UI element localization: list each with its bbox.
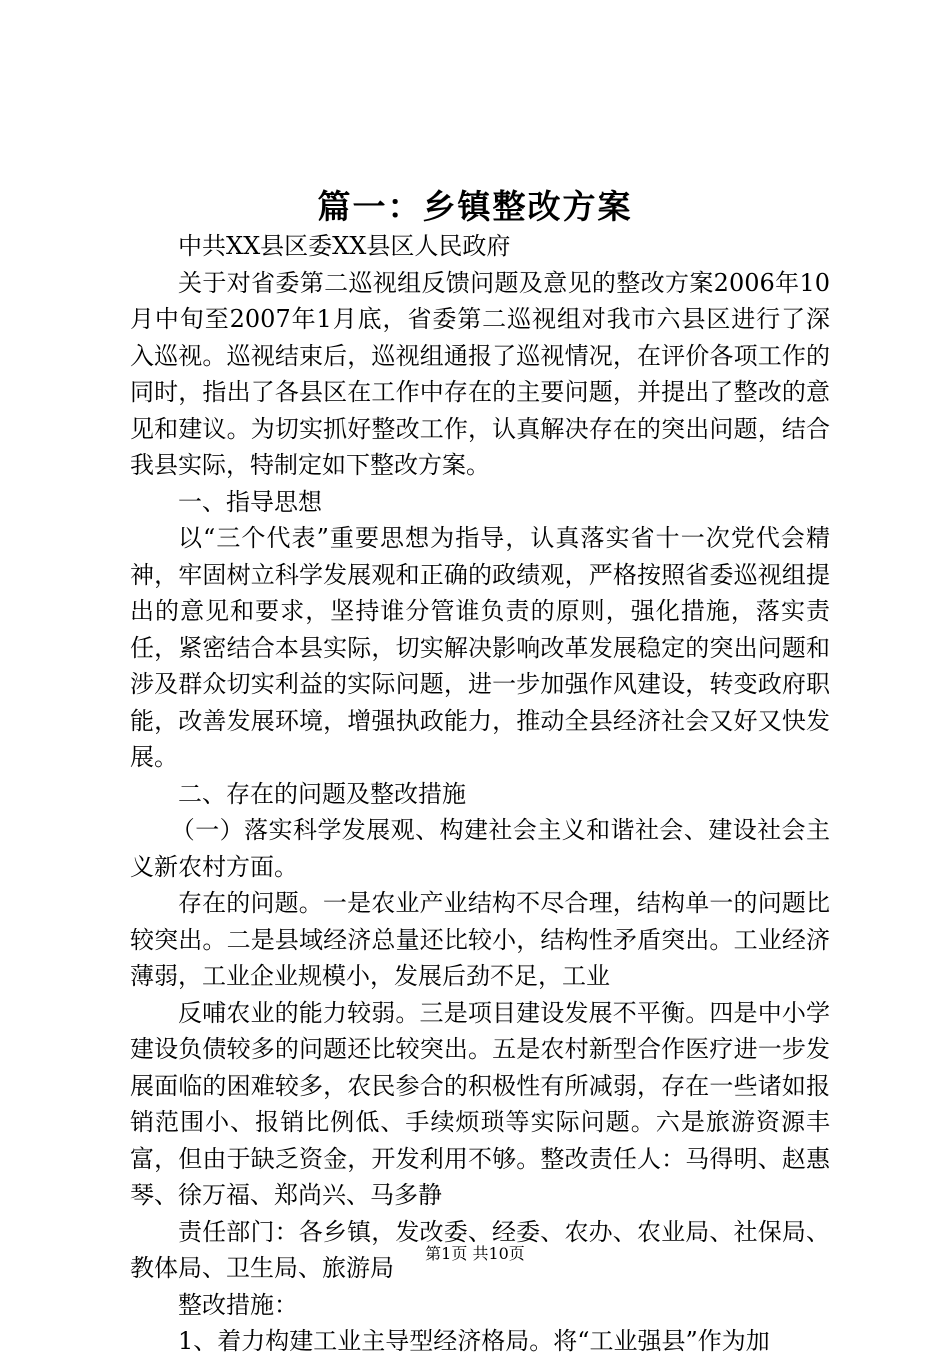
paragraph-measure-one: 1、着力构建工业主导型经济格局。将“工业强县”作为加: [178, 1327, 770, 1355]
heading-guiding-ideology: 一、指导思想: [178, 487, 322, 516]
paragraph-problems-continued: 反哺农业的能力较弱。三是项目建设发展不平衡。四是中小学建设负债较多的问题还比较突出。五是农村新型合作医疗进一步发展面临的困难较多，农民参合的积极性有所减弱，存在一些诸如报销范围小、报销比例低、手续烦琐等实际问题。六是旅游资源丰富，但由于缺乏资金，开发利用不够。整改责任人：马得明、赵惠琴、徐万福、郑尚兴、马多静: [130, 998, 830, 1209]
heading-measures: 整改措施：: [178, 1290, 298, 1319]
paragraph-intro: 关于对省委第二巡视组反馈问题及意见的整改方案2006年10月中旬至2007年1月底，省委第二巡视组对我市六县区进行了深入巡视。巡视结束后，巡视组通报了巡视情况，在评价各项工作的同时，指出了各县区在工作中存在的主要问题，并提出了整改的意见和建议。为切实抓好整改工作，认真解决存在的突出问题，结合我县实际，特制定如下整改方案。: [130, 268, 830, 479]
paragraph-guiding-ideology: 以“三个代表”重要思想为指导，认真落实省十一次党代会精神，牢固树立科学发展观和正确的政绩观，严格按照省委巡视组提出的意见和要求，坚持谁分管谁负责的原则，强化措施，落实责任，紧密结合本县实际，切实解决影响改革发展稳定的突出问题和涉及群众切实利益的实际问题，进一步加强作风建设，转变政府职能，改善发展环境，增强执政能力，推动全县经济社会又好又快发展。: [130, 524, 830, 771]
paragraph-responsible-departments: 责任部门：各乡镇，发改委、经委、农办、农业局、社保局、教体局、卫生局、旅游局: [130, 1217, 830, 1282]
heading-problems-measures: 二、存在的问题及整改措施: [178, 779, 466, 808]
paragraph-issuer: 中共XX县区委XX县区人民政府: [178, 232, 511, 260]
paragraph-problems: 存在的问题。一是农业产业结构不尽合理，结构单一的问题比较突出。二是县域经济总量还比较小，结构性矛盾突出。工业经济薄弱，工业企业规模小，发展后劲不足，工业: [130, 889, 830, 990]
document-body: [130, 228, 830, 1360]
page-footer: 第1页 共10页: [425, 1244, 525, 1263]
heading-subsection-one: （一）落实科学发展观、构建社会主义和谐社会、建设社会主义新农村方面。: [130, 816, 830, 881]
document-title: 篇一：乡镇整改方案: [317, 187, 633, 226]
